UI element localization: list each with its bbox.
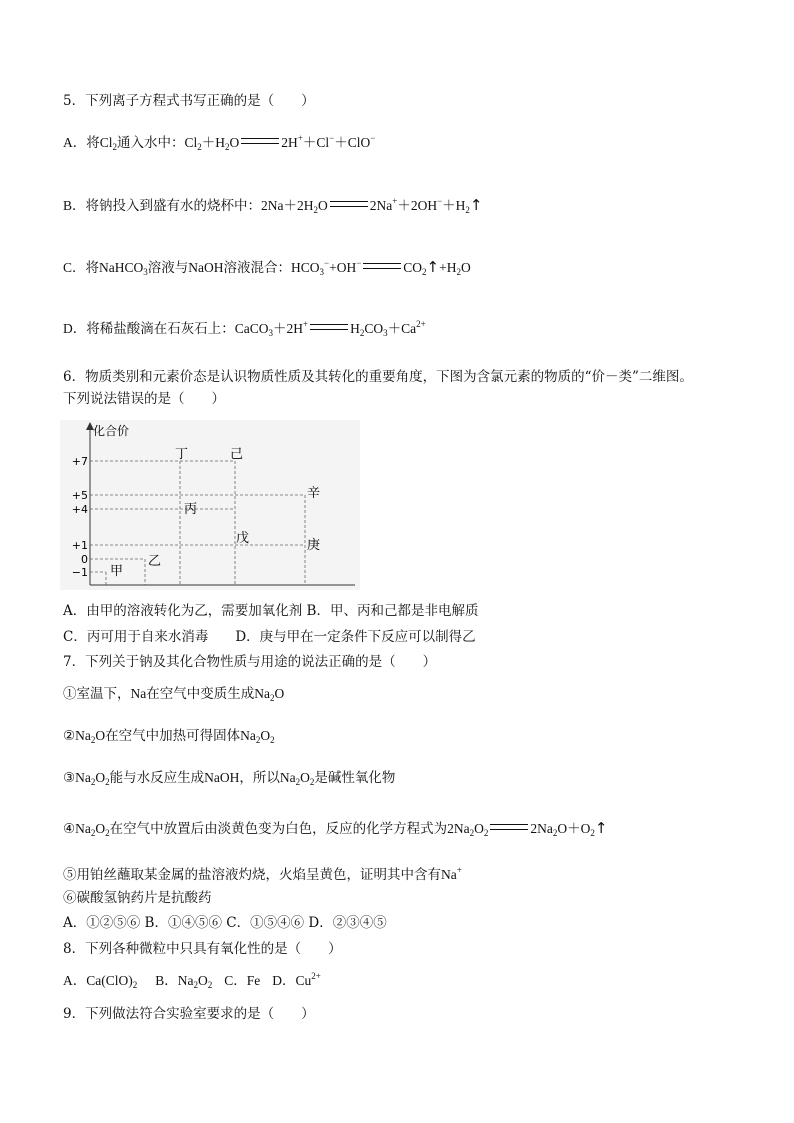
tick-plus1: +1 [71,539,88,552]
q6-options-ab: A．由甲的溶液转化为乙，需要加氧化剂 B．甲、丙和己都是非电解质 [63,603,479,619]
q7-statement-4: $④Na_2O_2$在空气中放置后由淡黄色变为白色，反应的化学方程式为$2Na_2O_2$ $2Na_2O+O_2↑$ [63,819,608,838]
tick-plus7: +7 [71,455,88,468]
q5-option-c: C．将NaHCO$_3$溶液与NaOH溶液混合：$HCO_3^-+OH^-$ $CO_2↑+H_2O$ [63,258,471,277]
equals-arrow [490,824,528,830]
equals-arrow [241,138,279,144]
q5-option-b: B．将钠投入到盛有水的烧杯中：$2Na+2H_2O$ $2Na^++2OH^-+H_2↑$ [63,196,483,215]
tick-plus5: +5 [71,489,88,502]
q7-statement-1: ①室温下，Na在空气中变质生成$Na_2O$ [63,686,285,703]
q7-statement-3: $③Na_2O_2$能与水反应生成NaOH，所以$Na_2O_2$是碱性氧化物 [63,770,396,787]
valence-class-diagram [60,420,360,590]
q6-stem-line1: 6．物质类别和元素价态是认识物质性质及其转化的重要角度，下图为含氯元素的物质的“价－类”二维图。 [63,369,693,385]
q7-statement-5: ⑤用铂丝蘸取某金属的盐溶液灼烧，火焰呈黄色，证明其中含有Na+ [63,865,462,882]
equals-arrow [363,263,401,269]
tick-plus4: +4 [71,503,88,516]
q5-stem: 5．下列离子方程式书写正确的是（ ） [63,93,315,109]
point-wu: 戊 [236,531,250,546]
q8-options: A．$Ca(ClO)_2$ B．$Na_2O_2$ C．Fe D．$Cu^{2+}$ [63,971,321,990]
point-ji: 己 [230,447,244,462]
q9-stem: 9．下列做法符合实验室要求的是（ ） [63,1006,315,1022]
point-xin: 辛 [307,486,321,501]
equals-arrow [310,324,348,330]
q6-stem-line2: 下列说法错误的是（ ） [63,391,225,407]
tick-minus1: −1 [71,566,88,579]
y-axis-label: 化合价 [93,424,130,438]
point-yi: 乙 [148,554,162,569]
tick-zero: 0 [81,553,88,566]
q8-stem: 8．下列各种微粒中只具有氧化性的是（ ） [63,941,342,957]
q7-statement-2: $②Na_2O$在空气中加热可得固体$Na_2O_2$ [63,728,275,745]
point-ding: 丁 [175,447,189,462]
q7-options: A．①②⑤⑥ B．①④⑤⑥ C．①⑤④⑥ D．②③④⑤ [63,915,387,931]
point-geng: 庚 [307,538,321,553]
point-jia: 甲 [110,564,124,579]
q7-statement-6: ⑥碳酸氢钠药片是抗酸药 [63,890,212,906]
q5-option-a: A．将$Cl_2$通入水中：$Cl_2+H_2O$ 2H+＋Cl−＋ClO− [63,133,376,152]
equals-arrow [330,201,368,207]
point-bing: 丙 [184,502,198,517]
q5-option-d: D．将稀盐酸滴在石灰石上：CaCO$_3$＋2H+ $H_2CO_3+Ca^{2+}$ [63,319,426,338]
q7-stem: 7．下列关于钠及其化合物性质与用途的说法正确的是（ ） [63,654,437,670]
q6-options-cd: C．丙可用于自来水消毒 D．庚与甲在一定条件下反应可以制得乙 [63,629,476,645]
